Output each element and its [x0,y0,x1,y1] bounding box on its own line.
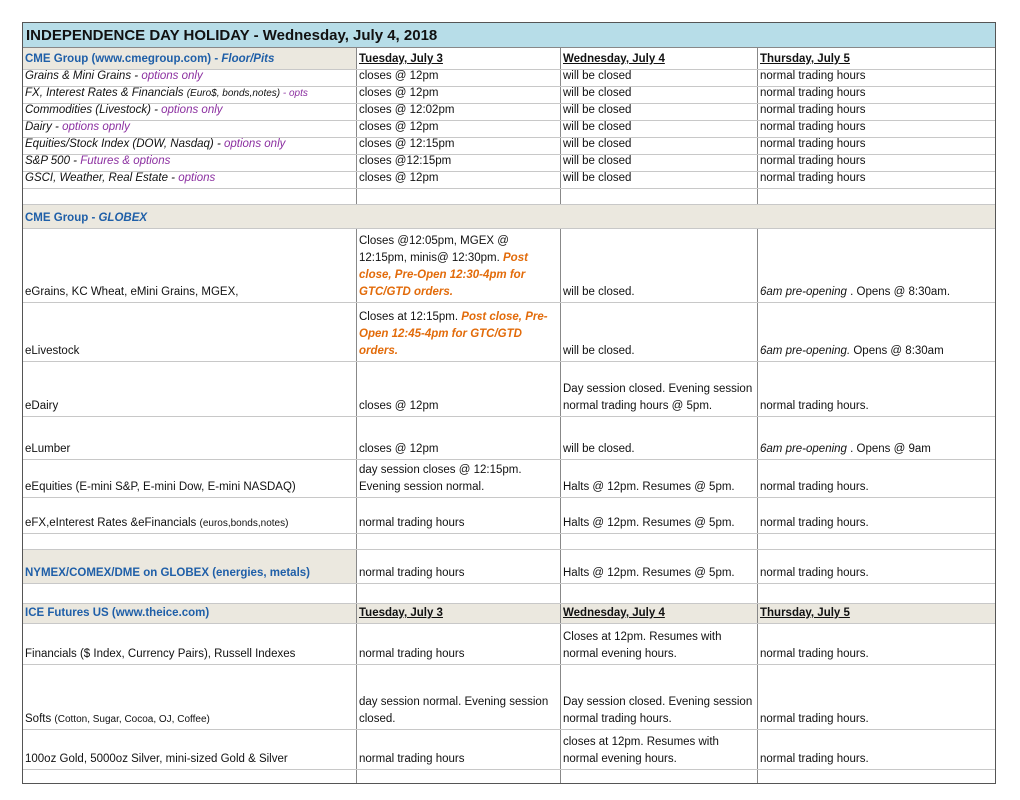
floor-row-thu: normal trading hours [757,138,995,154]
globex-row-tue: closes @ 12pm [356,362,560,416]
ice-row-metals [23,730,995,770]
globex-section-row [23,205,995,229]
globex-row-edairy [23,362,995,417]
ice-col-header-thursday: Thursday, July 5 [757,604,995,623]
globex-row-tue: closes @ 12pm [356,417,560,459]
floor-row-wed: will be closed [560,87,757,103]
sheet-title: INDEPENDENCE DAY HOLIDAY - Wednesday, July 4, 2018 [23,23,995,48]
spacer-row [23,584,995,604]
nymex-row-thu: normal trading hours. [757,550,995,583]
floor-row-wed: will be closed [560,155,757,171]
globex-row-elumber [23,417,995,460]
floor-row-label: Grains & Mini Grains - options only [25,70,203,82]
floor-row-label: GSCI, Weather, Real Estate - options [25,172,216,184]
globex-row-thu: 6am pre-opening. Opens @ 8:30am [757,303,995,361]
globex-row-label: eEquities (E-mini S&P, E-mini Dow, E-mini NASDAQ) [25,481,296,493]
ice-row-wed: Day session closed. Evening session normal trading hours. [560,665,757,729]
holiday-schedule-sheet [22,22,996,784]
floor-row-thu: normal trading hours [757,104,995,120]
floor-row-thu: normal trading hours [757,70,995,86]
ice-col-header-wednesday: Wednesday, July 4 [560,604,757,623]
globex-row-thu: 6am pre-opening . Opens @ 8:30am. [757,229,995,302]
globex-row-label: eLivestock [25,345,80,357]
col-header-wednesday: Wednesday, July 4 [560,48,757,69]
globex-row-wed: will be closed. [560,417,757,459]
floor-row-thu: normal trading hours [757,172,995,188]
floor-row-wed: will be closed [560,138,757,154]
ice-row-label: Softs (Cotton, Sugar, Cocoa, OJ, Coffee) [25,713,210,725]
floor-row-tue: closes @ 12pm [356,172,560,188]
nymex-row-wed: Halts @ 12pm. Resumes @ 5pm. [560,550,757,583]
floor-row-label: FX, Interest Rates & Financials (Euro$, bonds,notes) - opts [25,87,308,99]
ice-row-wed: Closes at 12pm. Resumes with normal evening hours. [560,624,757,664]
globex-row-tue: Closes at 12:15pm. Post close, Pre-Open 12:45-4pm for GTC/GTD orders. [356,303,560,361]
floor-row-thu: normal trading hours [757,87,995,103]
globex-row-label: eGrains, KC Wheat, eMini Grains, MGEX, [25,286,239,298]
ice-row-thu: normal trading hours. [757,665,995,729]
globex-row-thu: 6am pre-opening . Opens @ 9am [757,417,995,459]
globex-row-thu: normal trading hours. [757,460,995,497]
ice-row-wed: closes at 12pm. Resumes with normal evening hours. [560,730,757,769]
ice-section-label: ICE Futures US (www.theice.com) [25,607,210,619]
globex-row-eequities [23,460,995,498]
floor-row-thu: normal trading hours [757,121,995,137]
floor-row-wed: will be closed [560,104,757,120]
ice-row-tue: normal trading hours [356,730,560,769]
ice-row-tue: normal trading hours [356,624,560,664]
ice-row-financials [23,624,995,665]
floor-row-tue: closes @ 12:15pm [356,138,560,154]
globex-row-efx [23,498,995,534]
floor-row-fx [23,87,995,104]
ice-header-row [23,604,995,624]
floor-row-tue: closes @ 12pm [356,87,560,103]
floor-row-label: Dairy - options opnly [25,121,130,133]
ice-row-tue: day session normal. Evening session closed. [356,665,560,729]
floor-row-tue: closes @ 12pm [356,121,560,137]
ice-row-thu: normal trading hours. [757,730,995,769]
globex-row-wed: Halts @ 12pm. Resumes @ 5pm. [560,498,757,533]
floor-row-wed: will be closed [560,121,757,137]
col-header-tuesday: Tuesday, July 3 [356,48,560,69]
floor-row-wed: will be closed [560,70,757,86]
globex-row-thu: normal trading hours. [757,362,995,416]
globex-row-wed: will be closed. [560,229,757,302]
nymex-row [23,550,995,584]
floor-row-tue: closes @ 12:02pm [356,104,560,120]
floor-row-dairy [23,121,995,138]
globex-row-wed: Day session closed. Evening session normal trading hours @ 5pm. [560,362,757,416]
cme-floor-section-prefix: CME Group (www.cmegroup.com) - [25,53,222,65]
ice-row-label: 100oz Gold, 5000oz Silver, mini-sized Gold & Silver [25,753,288,765]
floor-row-commodities [23,104,995,121]
globex-section-label: CME Group - GLOBEX [25,212,148,224]
ice-col-header-tuesday: Tuesday, July 3 [356,604,560,623]
floor-row-tue: closes @12:15pm [356,155,560,171]
floor-row-sp500 [23,155,995,172]
globex-row-tue: normal trading hours [356,498,560,533]
spacer-row [23,189,995,205]
spacer-row [23,534,995,550]
nymex-row-tue: normal trading hours [356,550,560,583]
globex-row-thu: normal trading hours. [757,498,995,533]
ice-row-label: Financials ($ Index, Currency Pairs), Russell Indexes [25,648,296,660]
floor-row-label: Commodities (Livestock) - options only [25,104,223,116]
nymex-section-label: NYMEX/COMEX/DME on GLOBEX (energies, metals) [23,550,356,583]
cme-floor-section-label [23,48,356,69]
globex-row-elivestock [23,303,995,362]
floor-row-wed: will be closed [560,172,757,188]
globex-row-label: eLumber [25,443,71,455]
bottom-filler-row [23,770,995,783]
floor-row-grains [23,70,995,87]
floor-row-label: S&P 500 - Futures & options [25,155,171,167]
col-header-thursday: Thursday, July 5 [757,48,995,69]
globex-row-label: eDairy [25,400,59,412]
globex-row-label: eFX,eInterest Rates &eFinancials (euros,bonds,notes) [25,517,289,529]
globex-row-tue: Closes @12:05pm, MGEX @ 12:15pm, minis@ 12:30pm. Post close, Pre-Open 12:30-4pm for GTC/GTD orders. [356,229,560,302]
floor-row-gsci [23,172,995,189]
globex-row-wed: Halts @ 12pm. Resumes @ 5pm. [560,460,757,497]
cme-floor-section-suffix: Floor/Pits [221,53,275,65]
floor-row-tue: closes @ 12pm [356,70,560,86]
ice-row-softs [23,665,995,730]
cme-floor-header-row [23,48,995,70]
globex-row-egrains [23,229,995,303]
floor-row-label: Equities/Stock Index (DOW, Nasdaq) - options only [25,138,286,150]
globex-row-wed: will be closed. [560,303,757,361]
floor-row-thu: normal trading hours [757,155,995,171]
floor-row-equities [23,138,995,155]
globex-row-tue: day session closes @ 12:15pm. Evening session normal. [356,460,560,497]
ice-row-thu: normal trading hours. [757,624,995,664]
